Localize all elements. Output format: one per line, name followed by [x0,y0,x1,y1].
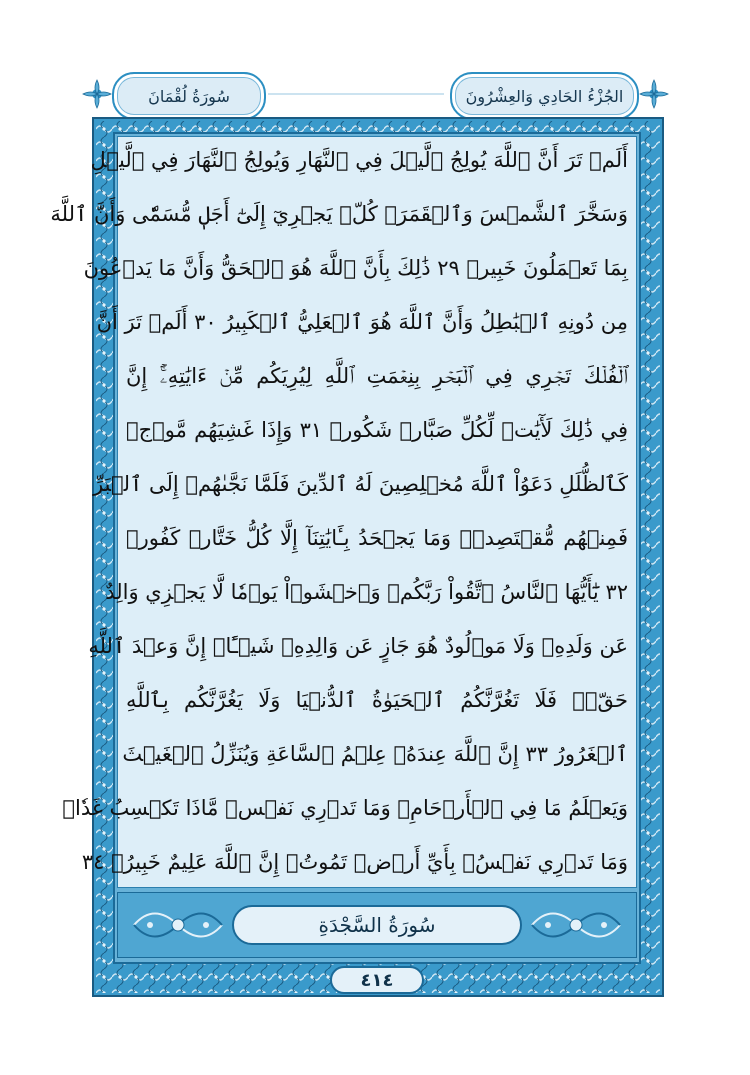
header-juz-cartouche [450,72,639,120]
verse-line: وَيَعۡلَمُ مَا فِي ٱلۡأَرۡحَامِۖ وَمَا تَدۡرِي نَفۡسٞ مَّاذَا تَكۡسِبُ غَدٗاۖ [62,796,628,820]
surah-title: سُورَةُ السَّجْدَةِ [318,913,436,937]
verse-line: فَمِنۡهُم مُّقۡتَصِدٞۚ وَمَا يَجۡحَدُ بِـَٔايَٰتِنَآ إِلَّا كُلُّ خَتَّارٖ كَفُورٖ [126,526,628,550]
arabesque-ornament-icon [528,900,624,950]
surah-title-cartouche [232,905,522,945]
verse-line: عَن وَلَدِهِۦ وَلَا مَوۡلُودٌ هُوَ جَازٍ عَن وَالِدِهِۦ شَيۡـًٔاۚ إِنَّ وَعۡدَ ٱللَّهِ [88,634,628,658]
header-juz-name: الجُزْءُ الحَادِي وَالعِشْرُونَ [465,86,624,106]
page-number-badge [330,966,424,994]
verse-line: مِن دُونِهِ ٱلۡبَٰطِلُ وَأَنَّ ٱللَّهَ هُوَ ٱلۡعَلِيُّ ٱلۡكَبِيرُ ٣٠ أَلَمۡ تَرَ أَنَّ [96,310,628,334]
header-flower-ornament-icon [82,79,112,109]
header-flower-ornament-icon [639,79,669,109]
verse-line: وَسَخَّرَ ٱلشَّمۡسَ وَٱلۡقَمَرَۖ كُلّٞ يَجۡرِيٓ إِلَىٰٓ أَجَلٖ مُّسَمّٗى وَأَنَّ ٱللَّهَ [50,202,628,226]
verse-line: ٱلۡغَرُورُ ٣٣ إِنَّ ٱللَّهَ عِندَهُۥ عِلۡمُ ٱلسَّاعَةِ وَيُنَزِّلُ ٱلۡغَيۡثَ [122,742,628,766]
verse-line: وَمَا تَدۡرِي نَفۡسُۢ بِأَيِّ أَرۡضٖ تَمُوتُۚ إِنَّ ٱللَّهَ عَلِيمٌ خَبِيرُۢ ٣٤ [81,850,628,874]
verse-line: ٣٢ يَٰٓأَيُّهَا ٱلنَّاسُ ٱتَّقُواْ رَبَّكُمۡ وَٱخۡشَوۡاْ يَوۡمٗا لَّا يَجۡزِي وَالِدٌ [105,580,628,604]
page-number: ٤١٤ [360,969,394,991]
header-divider-line [268,90,444,98]
verse-line: بِمَا تَعۡمَلُونَ خَبِيرٞ ٢٩ ذَٰلِكَ بِأَنَّ ٱللَّهَ هُوَ ٱلۡحَقُّ وَأَنَّ مَا يَدۡعُونَ [83,256,628,280]
verse-line: حَقّٞۖ فَلَا تَغُرَّنَّكُمُ ٱلۡحَيَوٰةُ ٱلدُّنۡيَا وَلَا يَغُرَّنَّكُم بِٱللَّهِ [126,688,628,712]
verse-line: ٱلۡفُلۡكَ تَجۡرِي فِي ٱلۡبَحۡرِ بِنِعۡمَتِ ٱللَّهِ لِيُرِيَكُم مِّنۡ ءَايَٰتِهِۦٓۚ إِنَّ [126,364,628,388]
arabesque-ornament-icon [130,900,226,950]
header-surah-cartouche [112,72,266,120]
verse-line: كَٱلظُّلَلِ دَعَوُاْ ٱللَّهَ مُخۡلِصِينَ لَهُ ٱلدِّينَ فَلَمَّا نَجَّىٰهُمۡ إِلَى ٱلۡبَرِّ [93,472,628,496]
verse-line: أَلَمۡ تَرَ أَنَّ ٱللَّهَ يُولِجُ ٱلَّيۡلَ فِي ٱلنَّهَارِ وَيُولِجُ ٱلنَّهَارَ فِي ٱلَّيۡلِ [90,148,628,172]
header-surah-name: سُورَةُ لُقْمَانَ [148,86,230,106]
verse-line: فِي ذَٰلِكَ لَأٓيَٰتٖ لِّكُلِّ صَبَّارٖ شَكُورٖ ٣١ وَإِذَا غَشِيَهُم مَّوۡجٞ [126,418,628,442]
